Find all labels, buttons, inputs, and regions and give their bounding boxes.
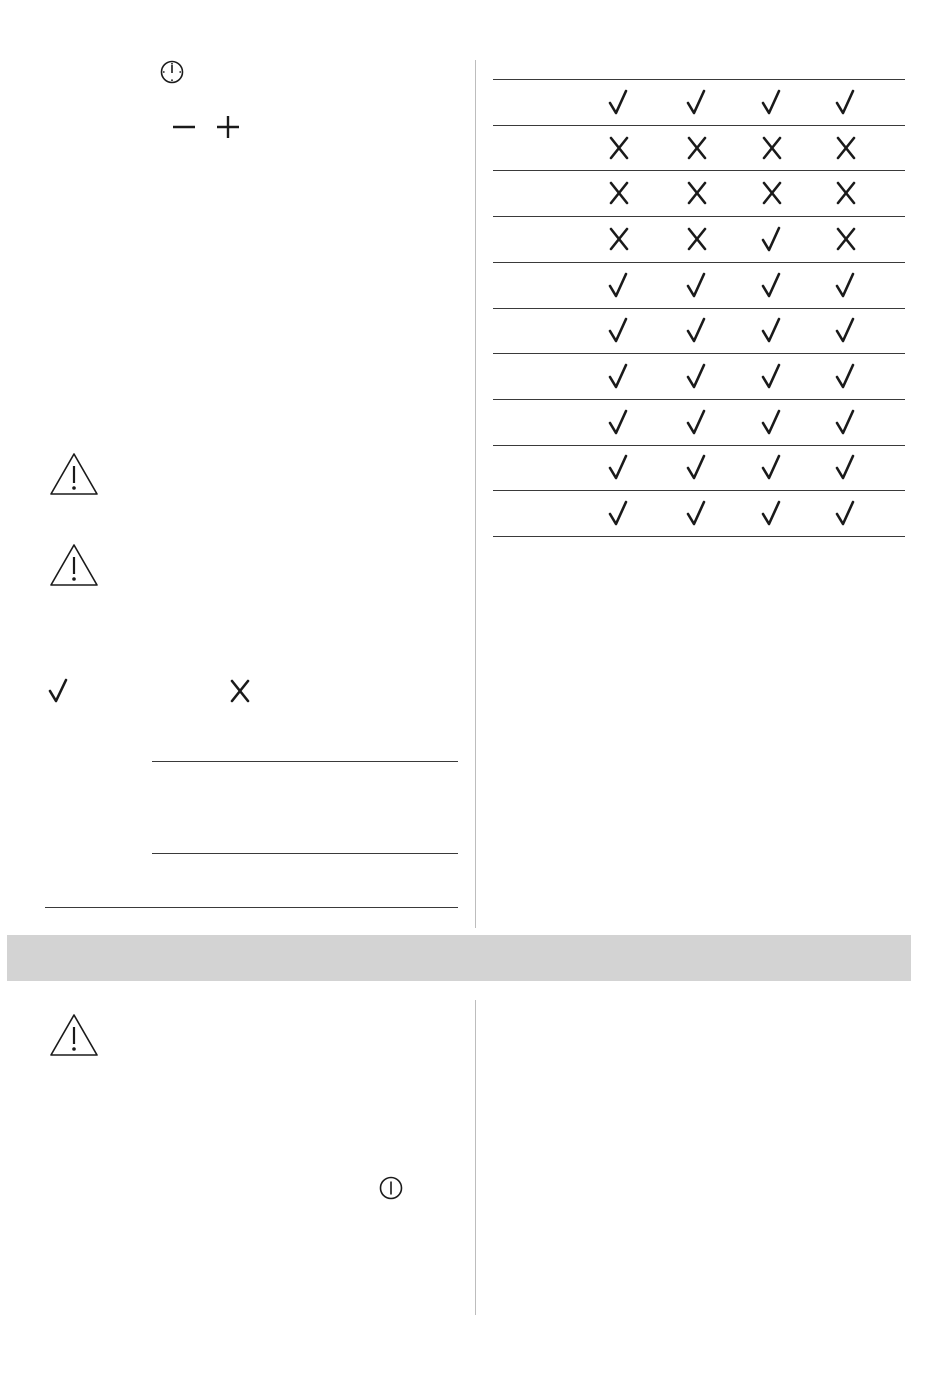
left-table-rule — [152, 761, 458, 762]
warning-triangle-icon — [49, 452, 99, 496]
check-icon — [832, 271, 860, 299]
check-icon — [758, 362, 786, 390]
minus-icon — [171, 114, 197, 140]
check-icon — [832, 362, 860, 390]
cross-icon — [605, 225, 633, 253]
check-icon — [758, 453, 786, 481]
check-icon — [605, 271, 633, 299]
left-table-rule — [152, 853, 458, 854]
check-icon — [758, 88, 786, 116]
cross-icon — [683, 134, 711, 162]
check-icon — [605, 499, 633, 527]
cross-icon — [605, 134, 633, 162]
check-icon — [758, 408, 786, 436]
check-icon — [683, 362, 711, 390]
legend-cross-icon — [227, 677, 253, 705]
check-icon — [832, 316, 860, 344]
table-row-rule — [493, 490, 905, 491]
table-row-rule — [493, 399, 905, 400]
table-row-rule — [493, 536, 905, 537]
check-icon — [832, 408, 860, 436]
check-icon — [683, 453, 711, 481]
check-icon — [605, 88, 633, 116]
cross-icon — [758, 179, 786, 207]
table-row-rule — [493, 125, 905, 126]
column-divider-top — [475, 60, 476, 928]
check-icon — [605, 453, 633, 481]
column-divider-bottom — [475, 1000, 476, 1315]
check-icon — [683, 271, 711, 299]
check-icon — [683, 88, 711, 116]
check-icon — [758, 271, 786, 299]
cross-icon — [832, 179, 860, 207]
table-row-rule — [493, 308, 905, 309]
power-icon — [378, 1175, 404, 1201]
table-row-rule — [493, 353, 905, 354]
cross-icon — [683, 179, 711, 207]
check-icon — [758, 499, 786, 527]
cross-icon — [605, 179, 633, 207]
check-icon — [832, 453, 860, 481]
check-icon — [758, 225, 786, 253]
warning-triangle-icon — [49, 1013, 99, 1057]
cross-icon — [832, 225, 860, 253]
check-icon — [758, 316, 786, 344]
timer-icon — [159, 59, 185, 85]
check-icon — [605, 408, 633, 436]
table-row-rule — [493, 262, 905, 263]
cross-icon — [758, 134, 786, 162]
check-icon — [683, 316, 711, 344]
table-row-rule — [493, 216, 905, 217]
check-icon — [832, 88, 860, 116]
check-icon — [605, 316, 633, 344]
check-icon — [832, 499, 860, 527]
warning-triangle-icon — [49, 543, 99, 587]
left-table-bottom-rule — [45, 907, 458, 908]
legend-check-icon — [46, 677, 72, 705]
section-heading-band — [7, 935, 911, 981]
cross-icon — [832, 134, 860, 162]
cross-icon — [683, 225, 711, 253]
check-icon — [605, 362, 633, 390]
check-icon — [683, 408, 711, 436]
table-row-rule — [493, 445, 905, 446]
table-top-rule — [493, 79, 905, 80]
check-icon — [683, 499, 711, 527]
table-row-rule — [493, 170, 905, 171]
plus-icon — [215, 114, 241, 140]
